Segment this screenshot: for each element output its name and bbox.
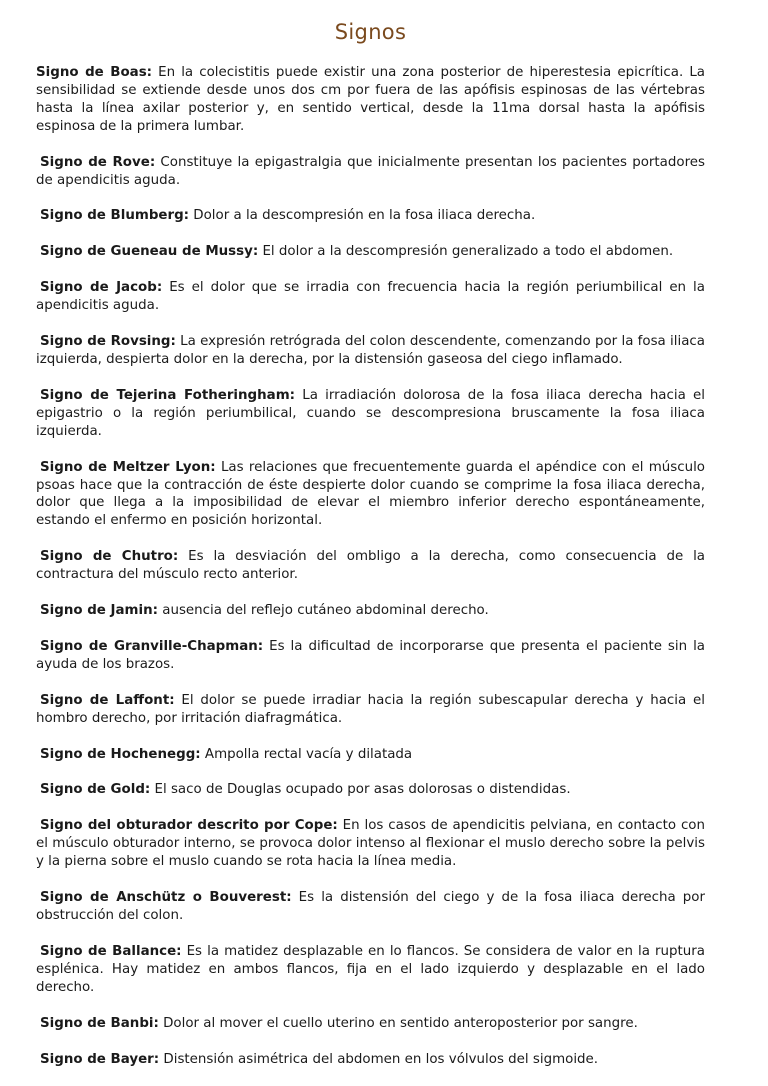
sign-entry (36, 602, 705, 620)
sign-term: Signo de Jamin: (40, 603, 158, 619)
sign-term: Signo de Gold: (40, 782, 151, 798)
sign-entry (36, 243, 705, 261)
sign-entry (36, 64, 705, 136)
sign-entry (36, 889, 705, 925)
sign-term: Signo de Bayer: (40, 1051, 160, 1067)
sign-term: Signo de Boas: (36, 65, 153, 80)
sign-description: Dolor al mover el cuello uterino en sentido anteroposterior por sangre. (158, 1015, 638, 1031)
sign-term: Signo de Ballance: (40, 943, 182, 959)
sign-description: Es la distensión del ciego y de la fosa iliaca derecha por obstrucción del colon. (36, 890, 705, 923)
sign-entry (36, 817, 705, 871)
sign-description: El dolor a la descompresión generalizado a todo el abdomen. (258, 244, 674, 260)
page-title: Signos (334, 20, 407, 44)
sign-description: Es la matidez desplazable en lo flancos. Se considera de valor en la ruptura esplénica. Hay matidez en ambos flancos, fija en el lado izquierdo y desplazable en el lado derecho. (36, 943, 705, 995)
sign-description: La irradiación dolorosa de la fosa iliaca derecha hacia el epigastrio o la región periumbilical, cuando se descompresiona bruscamente la fosa iliaca izquierda. (36, 387, 705, 439)
sign-term: Signo de Chutro: (40, 549, 179, 565)
sign-term: Signo de Anschütz o Bouverest: (40, 890, 292, 906)
sign-description: Las relaciones que frecuentemente guarda el apéndice con el músculo psoas hace que la contracción de éste despierte dolor cuando se comprime la fosa iliaca derecha, dolor que llega a la imposibilidad de elevar el miembro inferior derecho espontáneamente, estando el enfermo en posición horizontal. (36, 459, 705, 529)
sign-term: Signo de Jacob: (40, 280, 163, 296)
sign-entry (36, 746, 705, 764)
sign-entry (36, 943, 705, 997)
sign-description: Es la desviación del ombligo a la derecha, como consecuencia de la contractura del músculo recto anterior. (36, 549, 705, 583)
sign-term: Signo de Meltzer Lyon: (40, 459, 216, 475)
sign-entry (36, 692, 705, 728)
sign-description: Es la dificultad de incorporarse que presenta el paciente sin la ayuda de los brazos. (36, 638, 705, 672)
sign-entry (36, 548, 705, 584)
sign-description: En la colecistitis puede existir una zona posterior de hiperestesia epicrítica. La sensibilidad se extiende desde unos dos cm por fuera de las apófisis espinosas de las vértebras hasta la línea axilar posterior y, en sentido vertical, desde la 11ma dorsal hasta la apófisis espinosa de la primera lumbar. (36, 65, 705, 134)
sign-description: Distensión asimétrica del abdomen en los vólvulos del sigmoide. (159, 1051, 599, 1067)
sign-term: Signo de Blumberg: (40, 208, 190, 224)
sign-description: El saco de Douglas ocupado por asas dolorosas o distendidas. (150, 782, 571, 798)
sign-term: Signo de Tejerina Fotheringham: (40, 387, 296, 403)
sign-term: Signo de Rove: (40, 154, 156, 170)
sign-term: Signo de Rovsing: (40, 334, 176, 350)
sign-entry (36, 781, 705, 799)
sign-description: Dolor a la descompresión en la fosa iliaca derecha. (189, 208, 536, 224)
sign-description: Es el dolor que se irradia con frecuencia hacia la región periumbilical en la apendicitis aguda. (36, 280, 705, 314)
sign-entry (36, 1051, 705, 1069)
signs-list (36, 64, 705, 1068)
sign-description: En los casos de apendicitis pelviana, en contacto con el músculo obturador interno, se provoca dolor intenso al flexionar el muslo derecho sobre la pelvis y la pierna sobre el muslo cuando se rota hacia la línea media. (36, 818, 705, 870)
sign-entry (36, 459, 705, 531)
sign-description: La expresión retrógrada del colon descendente, comenzando por la fosa iliaca izquierda, despierta dolor en la derecha, por la distensión gaseosa del ciego inflamado. (36, 334, 705, 367)
sign-entry (36, 333, 705, 369)
sign-description: Constituye la epigastralgia que inicialmente presentan los pacientes portadores de apendicitis aguda. (36, 154, 705, 188)
sign-entry (36, 638, 705, 674)
sign-entry (36, 279, 705, 315)
sign-description: ausencia del reflejo cutáneo abdominal derecho. (158, 603, 489, 619)
sign-description: Ampolla rectal vacía y dilatada (200, 746, 413, 762)
document-page (36, 0, 705, 1086)
sign-term: Signo de Hochenegg: (40, 746, 201, 762)
sign-entry (36, 154, 705, 190)
sign-term: Signo de Laffont: (40, 692, 175, 708)
sign-entry (36, 207, 705, 225)
sign-term: Signo de Granville-Chapman: (40, 638, 264, 654)
sign-entry (36, 387, 705, 441)
sign-term: Signo de Banbi: (40, 1015, 159, 1031)
sign-term: Signo del obturador descrito por Cope: (40, 818, 338, 834)
sign-term: Signo de Gueneau de Mussy: (40, 244, 259, 260)
sign-description: El dolor se puede irradiar hacia la región subescapular derecha y hacia el hombro derecho, por irritación diafragmática. (36, 692, 705, 726)
